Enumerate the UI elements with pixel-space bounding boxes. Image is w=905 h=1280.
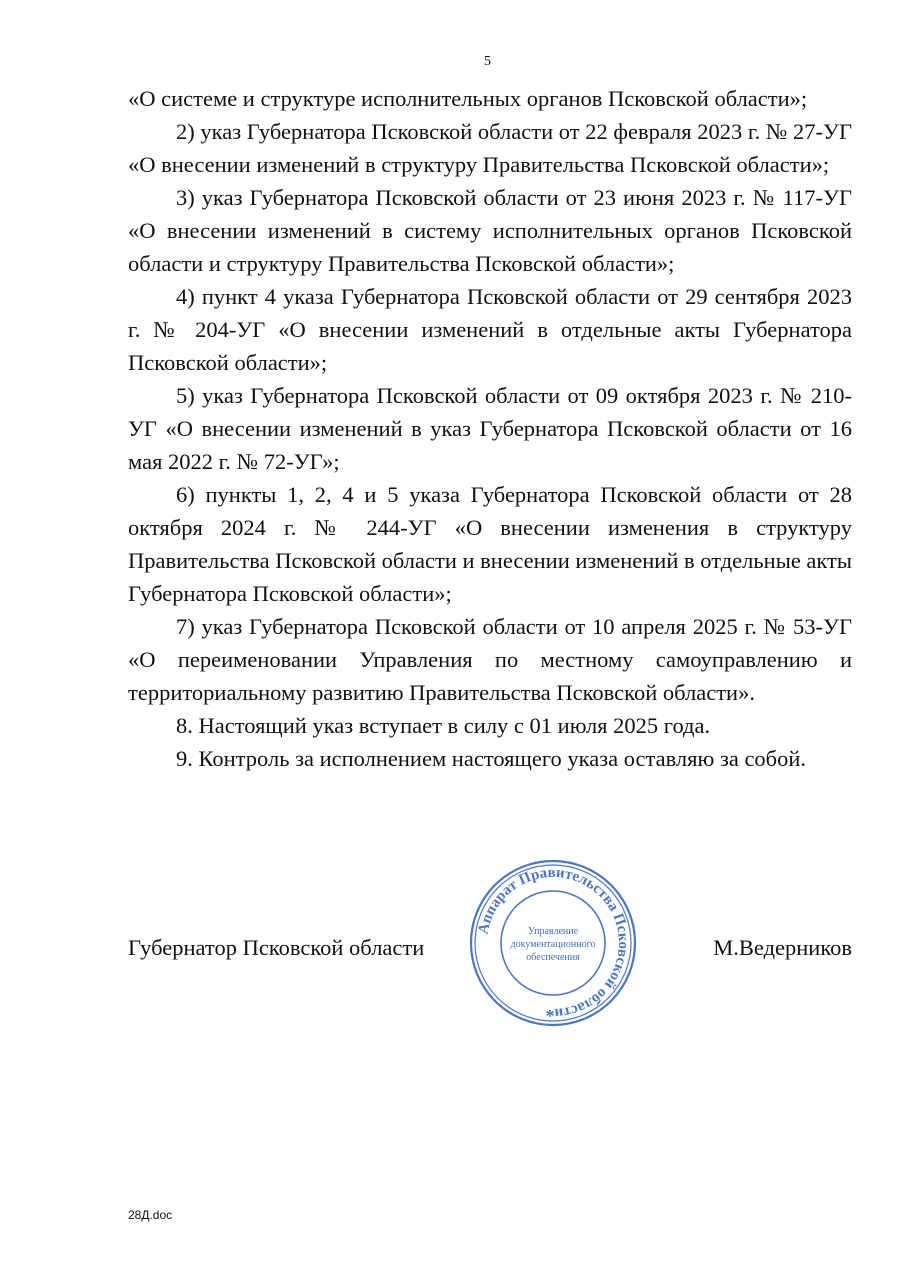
list-item-2: 2) указ Губернатора Псковской области от 22 февраля 2023 г. № 27-УГ «О внесении изменений в структуру Правительства Псковской области»; (128, 119, 852, 177)
list-item-6: 6) пункты 1, 2, 4 и 5 указа Губернатора Псковской области от 28 октября 2024 г. № 244-УГ «О внесении изменения в структуру Правительства Псковской области и внесении изменений в отдельные акты Губернатора Псковской области»; (128, 482, 852, 606)
stamp-inner-line-3: обеспечения (526, 952, 580, 963)
stamp-inner-line-1: Управление (527, 926, 579, 937)
list-item-7: 7) указ Губернатора Псковской области от 10 апреля 2025 г. № 53-УГ «О переименовании Управления по местному самоуправлению и территориальному развитию Правительства Псковской области». (128, 614, 852, 705)
page-number: 5 (484, 54, 491, 69)
paragraph-continuation: «О системе и структуре исполнительных органов Псковской области»; (128, 86, 808, 111)
stamp-inner-line-2: документационного (510, 939, 596, 950)
official-stamp (468, 858, 638, 1028)
signatory-title: Губернатор Псковской области (128, 935, 425, 960)
list-item-4: 4) пункт 4 указа Губернатора Псковской области от 29 сентября 2023 г. № 204-УГ «О внесении изменений в отдельные акты Губернатора Псковской области»; (128, 284, 852, 375)
list-item-5: 5) указ Губернатора Псковской области от 09 октября 2023 г. № 210-УГ «О внесении изменений в указ Губернатора Псковской области от 16 мая 2022 г. № 72-УГ»; (128, 383, 852, 474)
signatory-name: М.Ведерников (713, 935, 852, 960)
footer-file-name: 28Д.doc (128, 1208, 173, 1222)
clause-8-effective-date: 8. Настоящий указ вступает в силу с 01 июля 2025 года. (176, 713, 711, 738)
stamp-outer-text: Аппарат Правительства Псковской области (475, 864, 632, 1022)
clause-9-control: 9. Контроль за исполнением настоящего указа оставляю за собой. (176, 746, 807, 771)
list-item-3: 3) указ Губернатора Псковской области от 23 июня 2023 г. № 117-УГ «О внесении изменений в систему исполнительных органов Псковской области и структуру Правительства Псковской области»; (128, 185, 852, 276)
document-body (128, 82, 852, 775)
stamp-star-icon: * (545, 1006, 555, 1026)
